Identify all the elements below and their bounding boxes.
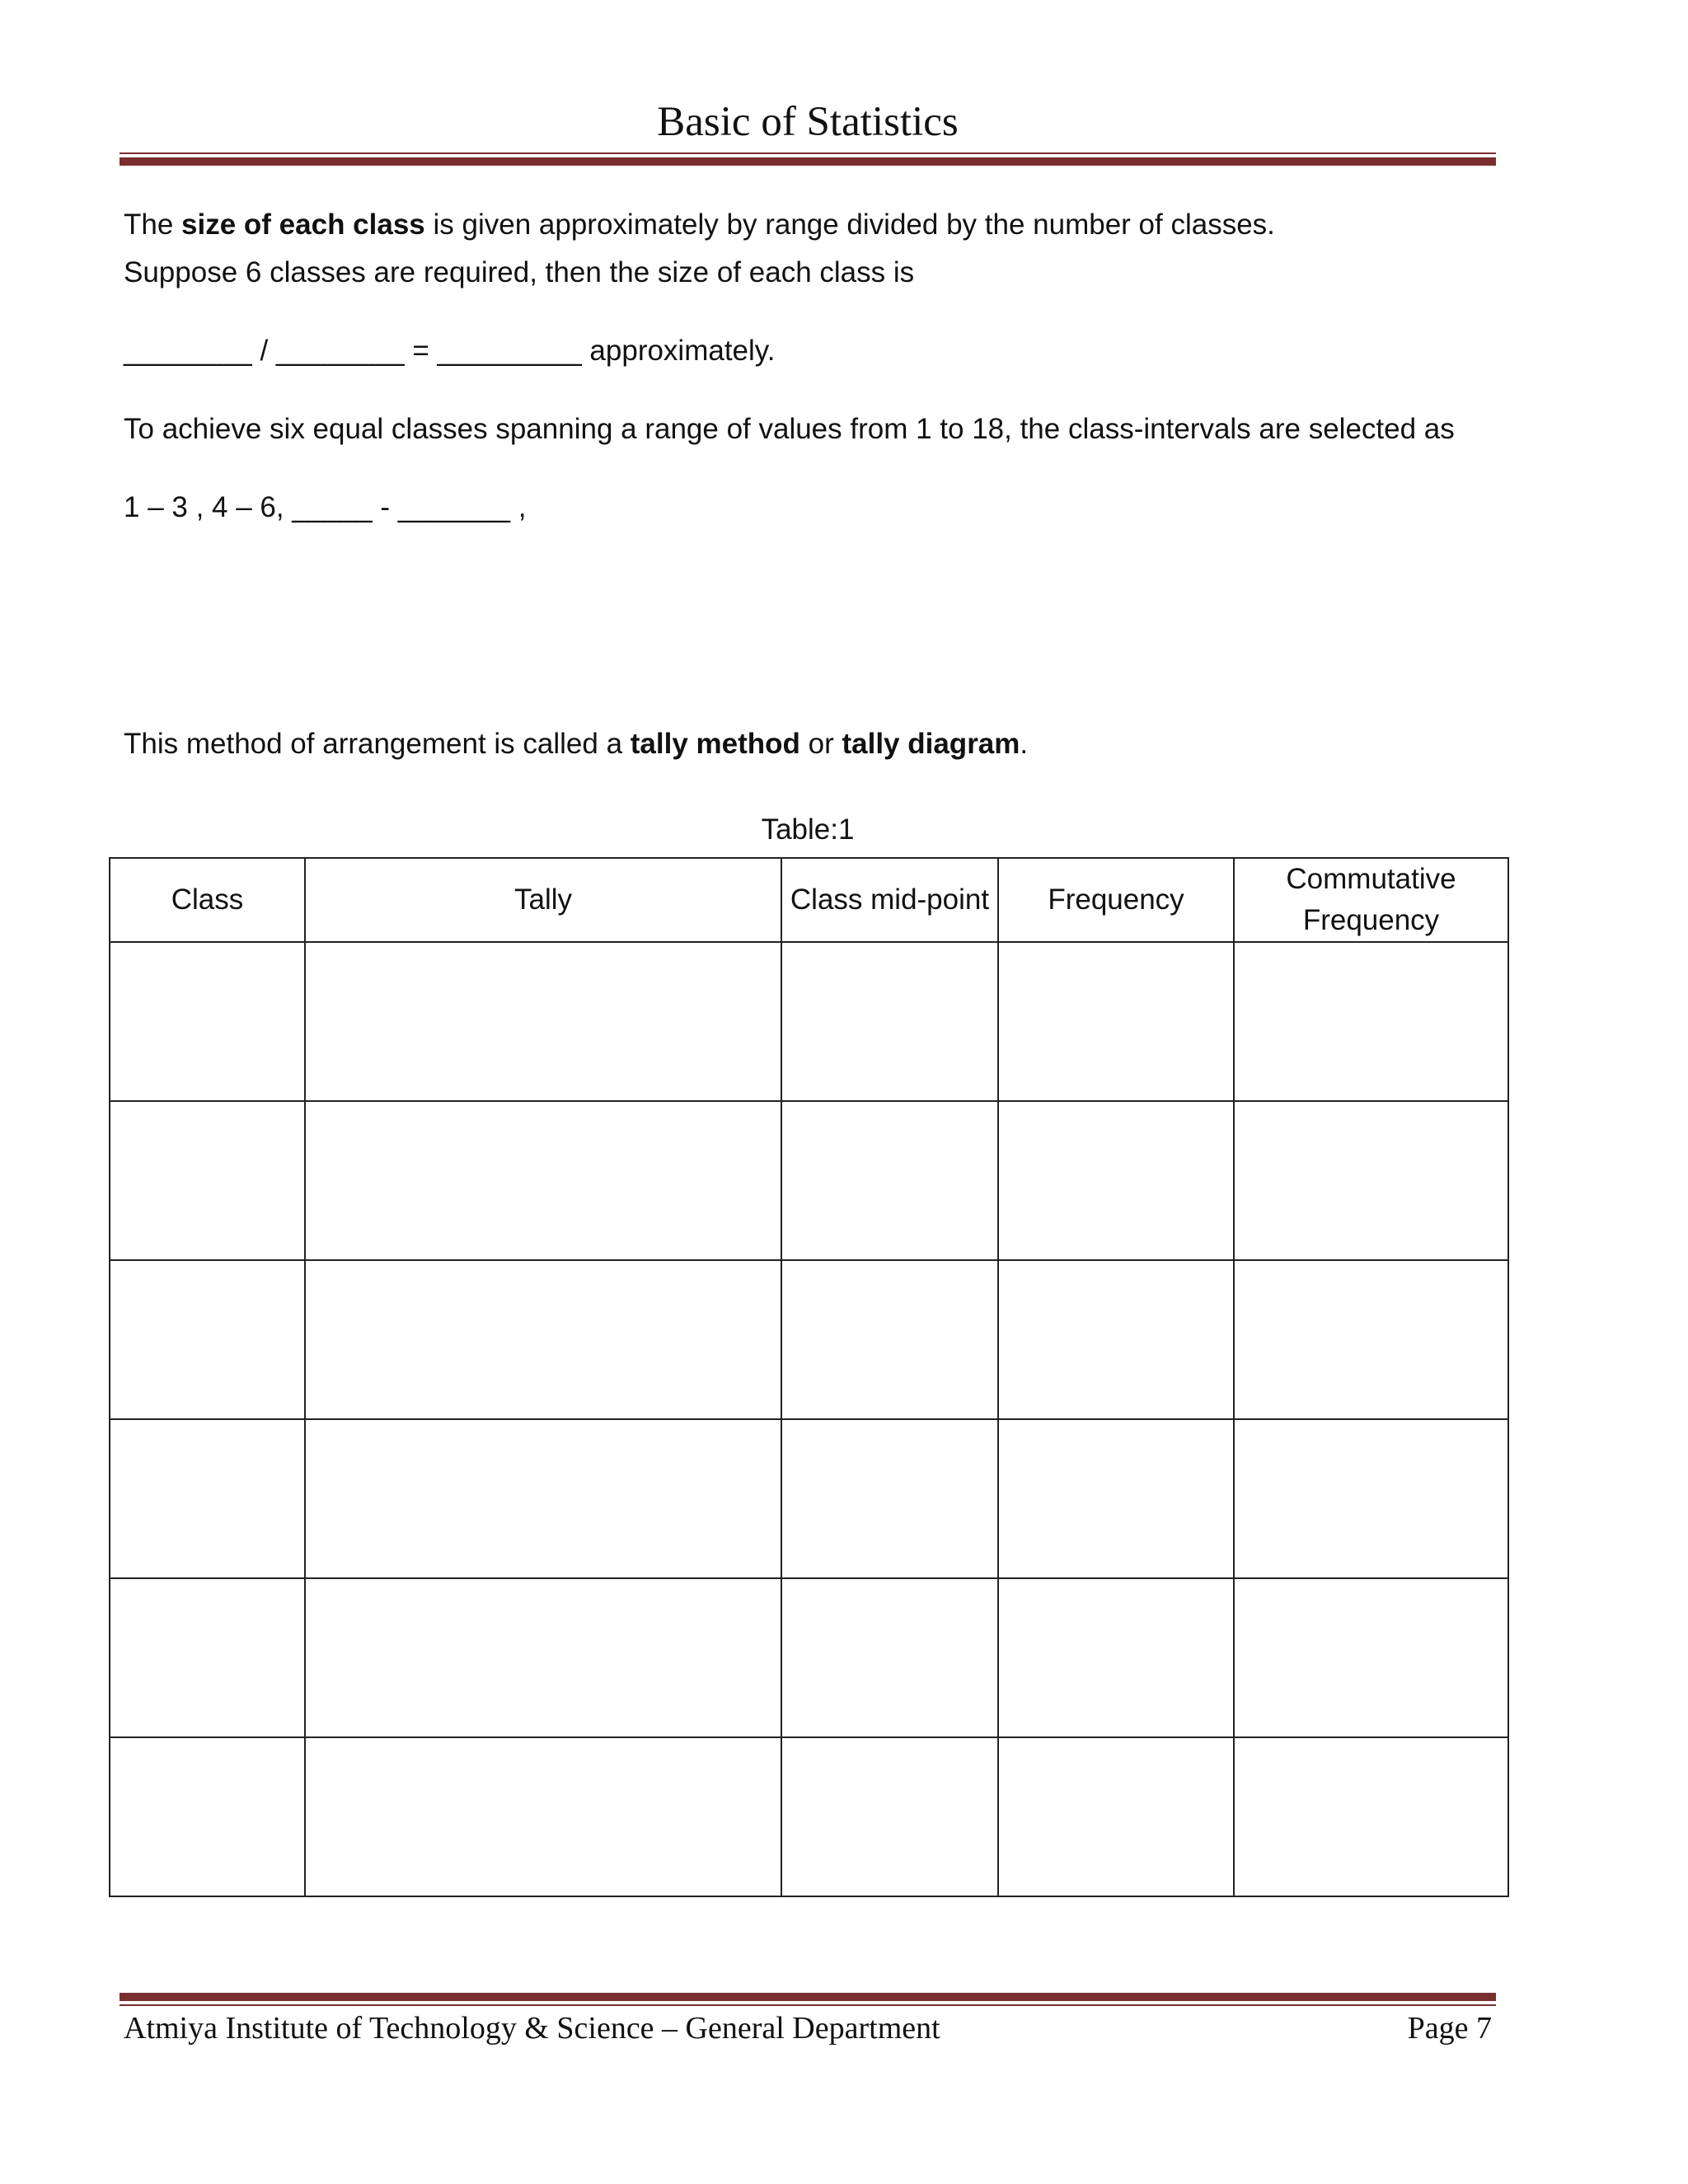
table-cell [1234, 1737, 1508, 1896]
table-row [110, 1419, 1508, 1578]
footer-divider [120, 1993, 1496, 2006]
paragraph-class-intervals: To achieve six equal classes spanning a range of values from 1 to 18, the class-intervals are selected as [124, 413, 1455, 445]
table-cell [781, 1578, 998, 1737]
table-cell [305, 942, 781, 1101]
page-title: Basic of Statistics [657, 99, 959, 145]
table-cell [1234, 942, 1508, 1101]
table-cell [781, 942, 998, 1101]
table-row [110, 1578, 1508, 1737]
table-row [110, 942, 1508, 1101]
table-cell [998, 942, 1234, 1101]
text-run: is given approximately by range divided by the number of classes. [424, 209, 1275, 241]
bold-term: tally method [630, 728, 800, 760]
bold-term: tally diagram [842, 728, 1020, 760]
table-cell [110, 1737, 305, 1896]
table-cell [998, 1101, 1234, 1260]
text-run: . [1020, 728, 1029, 760]
table-cell [781, 1260, 998, 1419]
text-run: The [124, 209, 182, 241]
table-cell [305, 1737, 781, 1896]
table-cell [1234, 1419, 1508, 1578]
bold-term: size of each class [181, 209, 425, 241]
table-cell [110, 1101, 305, 1260]
header-class: Class [110, 858, 305, 942]
table-cell [998, 1419, 1234, 1578]
text-run: This method of arrangement is called a [124, 728, 631, 760]
table-row [110, 1260, 1508, 1419]
fill-in-blank-formula: ________ / ________ = _________ approximately. [124, 335, 776, 367]
table-cell [305, 1101, 781, 1260]
header-frequency: Frequency [998, 858, 1234, 942]
table-cell [305, 1578, 781, 1737]
table-row [110, 1737, 1508, 1896]
paragraph-class-size [124, 208, 1275, 242]
header-tally: Tally [305, 858, 781, 942]
table-header-row [110, 858, 1508, 942]
page-number: Page 7 [1407, 2011, 1492, 2046]
table-cell [110, 1419, 305, 1578]
table-row [110, 1101, 1508, 1260]
table-cell [781, 1737, 998, 1896]
table-cell [305, 1419, 781, 1578]
tally-table [109, 857, 1509, 1897]
table-cell [998, 1578, 1234, 1737]
table-cell [1234, 1260, 1508, 1419]
table-cell [110, 1578, 305, 1737]
table-caption: Table:1 [761, 813, 855, 846]
paragraph-suppose: Suppose 6 classes are required, then the size of each class is [124, 256, 915, 288]
table-cell [998, 1737, 1234, 1896]
text-run: or [799, 728, 842, 760]
table-cell [998, 1260, 1234, 1419]
table-cell [110, 1260, 305, 1419]
table-cell [110, 942, 305, 1101]
fill-in-blank-intervals: 1 – 3 , 4 – 6, _____ - _______ , [124, 491, 527, 523]
table-cell [781, 1419, 998, 1578]
table-cell [781, 1101, 998, 1260]
paragraph-tally-method [124, 727, 1028, 762]
header-commutative-frequency: Commutative Frequency [1234, 858, 1508, 942]
table-cell [1234, 1101, 1508, 1260]
table-cell [1234, 1578, 1508, 1737]
header-class-midpoint: Class mid-point [781, 858, 998, 942]
table-cell [305, 1260, 781, 1419]
footer-institution: Atmiya Institute of Technology & Science – General Department [124, 2011, 940, 2046]
header-divider [120, 152, 1496, 166]
